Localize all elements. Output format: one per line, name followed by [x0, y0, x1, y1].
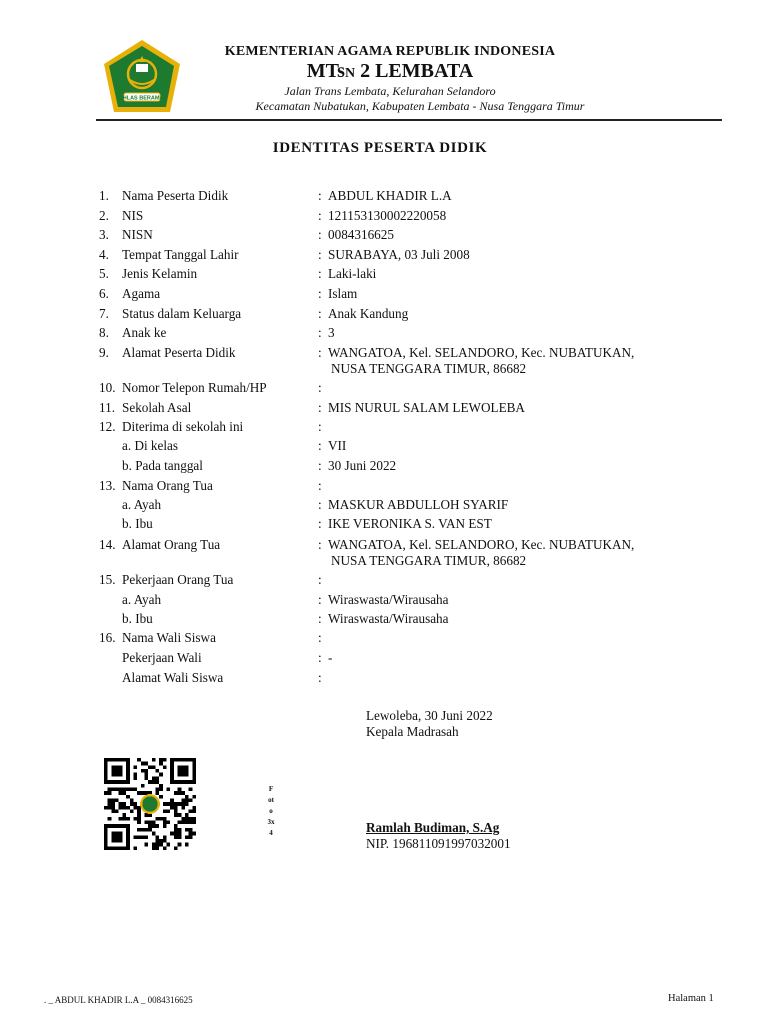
page-number: Halaman 1	[668, 993, 714, 1004]
field-label: Nama Wali Siswa	[122, 630, 216, 645]
field-value-continued: NUSA TENGGARA TIMUR, 86682	[331, 553, 527, 568]
field-label: Sekolah Asal	[122, 400, 192, 415]
address-line-2: Kecamatan Nubatukan, Kabupaten Lembata - Nusa Tenggara Timur	[255, 99, 585, 113]
row-number: 6.	[99, 286, 109, 301]
field-label: Pekerjaan Wali	[122, 650, 202, 665]
field-separator: :	[318, 306, 322, 321]
field-label: Anak ke	[122, 325, 167, 340]
field-label: Nama Orang Tua	[122, 478, 213, 493]
row-number: 14.	[99, 537, 116, 552]
field-label: Alamat Wali Siswa	[122, 670, 224, 685]
row-number: 16.	[99, 630, 116, 645]
field-value: 0084316625	[328, 227, 394, 242]
field-separator: :	[318, 497, 322, 512]
field-label: Agama	[122, 286, 161, 301]
field-value-continued: NUSA TENGGARA TIMUR, 86682	[331, 361, 527, 376]
field-separator: :	[318, 572, 322, 587]
field-value: MASKUR ABDULLOH SYARIF	[328, 497, 509, 512]
row-number: 12.	[99, 419, 116, 434]
field-value: 30 Juni 2022	[328, 458, 397, 473]
row-number: 9.	[99, 345, 109, 360]
school-name: MTsN 2 LEMBATA	[306, 60, 474, 82]
row-number: 4.	[99, 247, 109, 262]
row-number: 10.	[99, 380, 116, 395]
field-separator: :	[318, 670, 322, 685]
row-number: 7.	[99, 306, 109, 321]
field-label: Alamat Peserta Didik	[122, 345, 236, 360]
field-separator: :	[318, 537, 322, 552]
field-label: Diterima di sekolah ini	[122, 419, 244, 434]
field-label: Nomor Telepon Rumah/HP	[122, 380, 267, 395]
field-label: Jenis Kelamin	[122, 266, 198, 281]
field-label: NISN	[122, 227, 153, 242]
field-label: Pekerjaan Orang Tua	[122, 572, 234, 587]
field-separator: :	[318, 650, 322, 665]
field-separator: :	[318, 438, 322, 453]
ministry-logo	[100, 38, 184, 118]
field-separator: :	[318, 266, 322, 281]
field-value: SURABAYA, 03 Juli 2008	[328, 247, 470, 262]
field-value: Anak Kandung	[328, 306, 409, 321]
field-separator: :	[318, 592, 322, 607]
field-value: ABDUL KHADIR L.A	[328, 188, 452, 203]
svg-text:IKHLAS BERAMAL: IKHLAS BERAMAL	[117, 95, 167, 102]
signature-position: Kepala Madrasah	[366, 724, 459, 739]
field-value: Laki-laki	[328, 266, 377, 281]
field-separator: :	[318, 325, 322, 340]
field-value: 121153130002220058	[328, 208, 447, 223]
row-number: 13.	[99, 478, 116, 493]
field-separator: :	[318, 286, 322, 301]
field-label: Status dalam Keluarga	[122, 306, 242, 321]
field-value: Wiraswasta/Wirausaha	[328, 611, 449, 626]
field-separator: :	[318, 188, 322, 203]
field-separator: :	[318, 419, 322, 434]
footer-student-id: . _ ABDUL KHADIR L.A _ 0084316625	[44, 995, 193, 1005]
field-label: Alamat Orang Tua	[122, 537, 221, 552]
field-value: MIS NURUL SALAM LEWOLEBA	[328, 400, 525, 415]
field-label: a. Di kelas	[122, 438, 179, 453]
field-separator: :	[318, 478, 322, 493]
ministry-name: KEMENTERIAN AGAMA REPUBLIK INDONESIA	[224, 44, 556, 59]
field-value: VII	[328, 438, 347, 453]
qr-code	[104, 758, 196, 850]
signature-nip: NIP. 196811091997032001	[366, 836, 511, 851]
field-separator: :	[318, 458, 322, 473]
row-number: 11.	[99, 400, 115, 415]
row-number: 15.	[99, 572, 116, 587]
field-value: 3	[328, 325, 335, 340]
photo-placeholder-text: o	[269, 807, 273, 815]
field-label: b. Ibu	[122, 516, 153, 531]
row-number: 5.	[99, 266, 109, 281]
signature-place-date: Lewoleba, 30 Juni 2022	[366, 708, 493, 723]
row-number: 1.	[99, 188, 109, 203]
photo-placeholder-text: F	[268, 785, 274, 793]
row-number: 8.	[99, 325, 109, 340]
field-separator: :	[318, 400, 322, 415]
field-value: -	[328, 650, 333, 665]
field-separator: :	[318, 380, 322, 395]
field-value: Wiraswasta/Wirausaha	[328, 592, 449, 607]
field-value: IKE VERONIKA S. VAN EST	[328, 516, 492, 531]
field-separator: :	[318, 247, 322, 262]
row-number: 2.	[99, 208, 109, 223]
field-label: NIS	[122, 208, 144, 223]
photo-placeholder-text: 4	[269, 829, 273, 837]
field-separator: :	[318, 611, 322, 626]
row-number: 3.	[99, 227, 109, 242]
photo-placeholder	[256, 784, 286, 839]
field-label: b. Pada tanggal	[122, 458, 203, 473]
field-separator: :	[318, 516, 322, 531]
signature-name: Ramlah Budiman, S.Ag	[366, 820, 500, 835]
field-separator: :	[318, 630, 322, 645]
field-label: Nama Peserta Didik	[122, 188, 229, 203]
header-divider	[96, 119, 722, 121]
field-label: a. Ayah	[122, 592, 162, 607]
document-title: IDENTITAS PESERTA DIDIK	[272, 140, 488, 156]
field-value: WANGATOA, Kel. SELANDORO, Kec. NUBATUKAN,	[328, 345, 635, 360]
field-separator: :	[318, 227, 322, 242]
photo-placeholder-text: 3x	[267, 818, 275, 826]
field-label: Tempat Tanggal Lahir	[122, 247, 239, 262]
field-label: b. Ibu	[122, 611, 153, 626]
field-value: Islam	[328, 286, 358, 301]
field-value: WANGATOA, Kel. SELANDORO, Kec. NUBATUKAN,	[328, 537, 635, 552]
photo-placeholder-text: ot	[268, 796, 274, 804]
field-separator: :	[318, 345, 322, 360]
field-label: a. Ayah	[122, 497, 162, 512]
field-separator: :	[318, 208, 322, 223]
address-line-1: Jalan Trans Lembata, Kelurahan Selandoro	[284, 84, 496, 98]
